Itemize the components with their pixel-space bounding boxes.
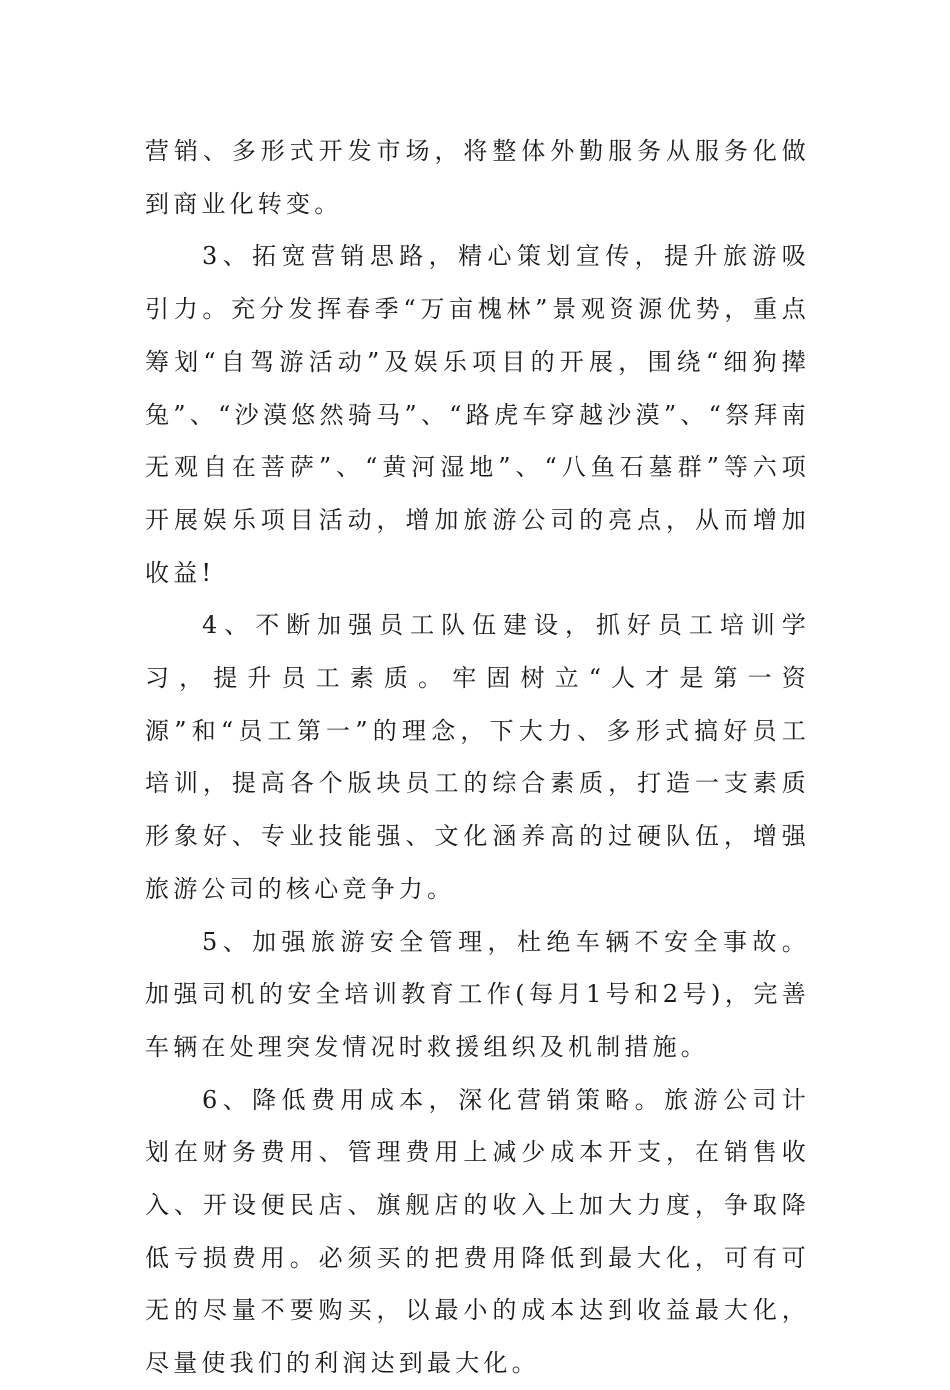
document-body [145,125,810,1390]
paragraph-item-3: 3、拓宽营销思路，精心策划宣传，提升旅游吸引力。充分发挥春季“万亩槐林”景观资源优势，重点筹划“自驾游活动”及娱乐项目的开展，围绕“细狗撵兔”、“沙漠悠然骑马”、“路虎车穿越沙漠”、“祭拜南无观自在菩萨”、“黄河湿地”、“八鱼石墓群”等六项开展娱乐项目活动，增加旅游公司的亮点，从而增加收益! [145,242,810,587]
paragraph-continuation: 营销、多形式开发市场，将整体外勤服务从服务化做到商业化转变。 [145,137,810,218]
paragraph-item-4: 4、不断加强员工队伍建设，抓好员工培训学习，提升员工素质。牢固树立“人才是第一资源”和“员工第一”的理念，下大力、多形式搞好员工培训，提高各个版块员工的综合素质，打造一支素质形象好、专业技能强、文化涵养高的过硬队伍，增强旅游公司的核心竞争力。 [145,611,810,903]
paragraph-item-5: 5、加强旅游安全管理，杜绝车辆不安全事故。加强司机的安全培训教育工作(每月1号和2号)，完善车辆在处理突发情况时救援组织及机制措施。 [145,927,810,1061]
paragraph-item-6: 6、降低费用成本，深化营销策略。旅游公司计划在财务费用、管理费用上减少成本开支，在销售收入、开设便民店、旗舰店的收入上加大力度，争取降低亏损费用。必须买的把费用降低到最大化，可有可无的尽量不要购买，以最小的成本达到收益最大化，尽量使我们的利润达到最大化。 [145,1085,810,1378]
